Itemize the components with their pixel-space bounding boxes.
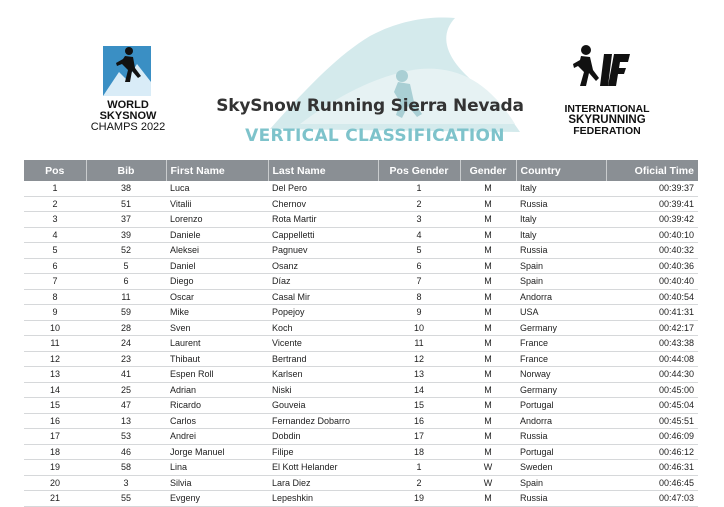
cell-time: 00:46:12 (606, 444, 698, 460)
cell-pos: 12 (24, 351, 86, 367)
cell-first-name: Andrei (166, 429, 268, 445)
cell-pos-gender: 13 (378, 367, 460, 383)
cell-pos-gender: 18 (378, 444, 460, 460)
cell-first-name: Aleksei (166, 243, 268, 259)
cell-first-name: Daniele (166, 227, 268, 243)
cell-gender: M (460, 351, 516, 367)
cell-time: 00:45:04 (606, 398, 698, 414)
cell-last-name: Karlsen (268, 367, 378, 383)
cell-country: Germany (516, 320, 606, 336)
cell-gender: M (460, 196, 516, 212)
cell-last-name: Niski (268, 382, 378, 398)
cell-last-name: Filipe (268, 444, 378, 460)
cell-country: Sweden (516, 460, 606, 476)
cell-time: 00:46:09 (606, 429, 698, 445)
cell-bib: 58 (86, 460, 166, 476)
cell-bib: 28 (86, 320, 166, 336)
table-row (24, 212, 698, 228)
cell-pos-gender: 3 (378, 212, 460, 228)
results-table (24, 160, 698, 507)
cell-bib: 25 (86, 382, 166, 398)
table-row (24, 336, 698, 352)
cell-pos-gender: 2 (378, 196, 460, 212)
cell-first-name: Mike (166, 305, 268, 321)
cell-gender: M (460, 274, 516, 290)
cell-country: Russia (516, 429, 606, 445)
classification-subtitle: VERTICAL CLASSIFICATION (245, 126, 505, 146)
cell-first-name: Oscar (166, 289, 268, 305)
cell-gender: M (460, 320, 516, 336)
cell-country: Spain (516, 475, 606, 491)
col-header-pos-gender: Pos Gender (378, 160, 460, 181)
cell-first-name: Espen Roll (166, 367, 268, 383)
cell-pos: 8 (24, 289, 86, 305)
cell-last-name: Gouveia (268, 398, 378, 414)
cell-bib: 55 (86, 491, 166, 507)
cell-time: 00:40:36 (606, 258, 698, 274)
cell-gender: M (460, 289, 516, 305)
cell-pos-gender: 12 (378, 351, 460, 367)
cell-pos: 13 (24, 367, 86, 383)
cell-pos: 10 (24, 320, 86, 336)
cell-country: Spain (516, 274, 606, 290)
cell-pos-gender: 14 (378, 382, 460, 398)
cell-pos-gender: 9 (378, 305, 460, 321)
cell-first-name: Lorenzo (166, 212, 268, 228)
cell-pos-gender: 10 (378, 320, 460, 336)
cell-bib: 51 (86, 196, 166, 212)
cell-gender: M (460, 398, 516, 414)
cell-first-name: Thibaut (166, 351, 268, 367)
cell-gender: M (460, 429, 516, 445)
cell-pos: 18 (24, 444, 86, 460)
table-header-row (24, 160, 698, 181)
cell-pos: 17 (24, 429, 86, 445)
cell-pos-gender: 2 (378, 475, 460, 491)
cell-first-name: Jorge Manuel (166, 444, 268, 460)
cell-last-name: Chernov (268, 196, 378, 212)
cell-pos: 2 (24, 196, 86, 212)
skysnow-runner-emblem (103, 42, 151, 98)
cell-time: 00:39:41 (606, 196, 698, 212)
cell-time: 00:40:54 (606, 289, 698, 305)
cell-country: Italy (516, 181, 606, 196)
cell-last-name: El Kott Helander (268, 460, 378, 476)
cell-time: 00:40:10 (606, 227, 698, 243)
world-skysnow-logo (82, 42, 172, 142)
cell-pos-gender: 4 (378, 227, 460, 243)
cell-gender: M (460, 444, 516, 460)
table-row (24, 475, 698, 491)
cell-pos: 21 (24, 491, 86, 507)
cell-bib: 59 (86, 305, 166, 321)
table-row (24, 274, 698, 290)
cell-gender: W (460, 475, 516, 491)
cell-last-name: Fernandez Dobarro (268, 413, 378, 429)
table-row (24, 460, 698, 476)
logo-left-line1: WORLD (107, 99, 149, 111)
isf-runner-emblem (572, 42, 642, 102)
table-row (24, 289, 698, 305)
cell-pos: 11 (24, 336, 86, 352)
cell-gender: M (460, 413, 516, 429)
table-row (24, 351, 698, 367)
cell-country: Russia (516, 243, 606, 259)
cell-pos: 14 (24, 382, 86, 398)
cell-first-name: Ricardo (166, 398, 268, 414)
cell-last-name: Casal Mir (268, 289, 378, 305)
cell-bib: 53 (86, 429, 166, 445)
cell-pos-gender: 7 (378, 274, 460, 290)
cell-country: France (516, 351, 606, 367)
cell-country: Germany (516, 382, 606, 398)
cell-time: 00:46:45 (606, 475, 698, 491)
table-row (24, 413, 698, 429)
cell-gender: M (460, 491, 516, 507)
col-header-last-name: Last Name (268, 160, 378, 181)
cell-time: 00:44:30 (606, 367, 698, 383)
cell-bib: 3 (86, 475, 166, 491)
logo-right-line2: SKYRUNNING (568, 114, 646, 126)
col-header-gender: Gender (460, 160, 516, 181)
cell-bib: 52 (86, 243, 166, 259)
logo-left-line3: CHAMPS 2022 (90, 121, 166, 133)
cell-bib: 24 (86, 336, 166, 352)
cell-bib: 6 (86, 274, 166, 290)
col-header-pos: Pos (24, 160, 86, 181)
cell-pos-gender: 5 (378, 243, 460, 259)
cell-pos-gender: 8 (378, 289, 460, 305)
cell-time: 00:45:51 (606, 413, 698, 429)
cell-pos-gender: 19 (378, 491, 460, 507)
table-row (24, 367, 698, 383)
cell-pos: 19 (24, 460, 86, 476)
cell-pos: 3 (24, 212, 86, 228)
cell-country: USA (516, 305, 606, 321)
cell-pos-gender: 11 (378, 336, 460, 352)
cell-bib: 11 (86, 289, 166, 305)
cell-time: 00:42:17 (606, 320, 698, 336)
cell-bib: 23 (86, 351, 166, 367)
cell-bib: 38 (86, 181, 166, 196)
cell-first-name: Lina (166, 460, 268, 476)
cell-pos-gender: 17 (378, 429, 460, 445)
table-row (24, 429, 698, 445)
cell-pos: 6 (24, 258, 86, 274)
cell-first-name: Adrian (166, 382, 268, 398)
cell-country: Russia (516, 196, 606, 212)
cell-country: Italy (516, 227, 606, 243)
col-header-bib: Bib (86, 160, 166, 181)
col-header-country: Country (516, 160, 606, 181)
table-row (24, 227, 698, 243)
cell-bib: 41 (86, 367, 166, 383)
isf-logo (555, 42, 655, 142)
cell-first-name: Vitalii (166, 196, 268, 212)
cell-time: 00:45:00 (606, 382, 698, 398)
col-header-time: Oficial Time (606, 160, 698, 181)
table-row (24, 196, 698, 212)
table-row (24, 444, 698, 460)
cell-last-name: Lara Diez (268, 475, 378, 491)
cell-last-name: Koch (268, 320, 378, 336)
cell-last-name: Lepeshkin (268, 491, 378, 507)
cell-bib: 47 (86, 398, 166, 414)
table-row (24, 491, 698, 507)
cell-pos: 20 (24, 475, 86, 491)
cell-country: Portugal (516, 444, 606, 460)
table-row (24, 243, 698, 259)
cell-pos: 4 (24, 227, 86, 243)
cell-last-name: Pagnuev (268, 243, 378, 259)
snow-runner-banner (270, 14, 520, 134)
cell-time: 00:39:42 (606, 212, 698, 228)
cell-country: Italy (516, 212, 606, 228)
cell-pos-gender: 6 (378, 258, 460, 274)
col-header-first-name: First Name (166, 160, 268, 181)
cell-time: 00:40:40 (606, 274, 698, 290)
cell-country: Norway (516, 367, 606, 383)
cell-country: Portugal (516, 398, 606, 414)
table-row (24, 320, 698, 336)
logo-right-line1: INTERNATIONAL (564, 103, 650, 115)
table-row (24, 305, 698, 321)
cell-last-name: Vicente (268, 336, 378, 352)
cell-gender: M (460, 258, 516, 274)
cell-country: Andorra (516, 413, 606, 429)
cell-bib: 37 (86, 212, 166, 228)
cell-pos: 1 (24, 181, 86, 196)
cell-country: Russia (516, 491, 606, 507)
cell-last-name: Díaz (268, 274, 378, 290)
cell-gender: M (460, 212, 516, 228)
cell-last-name: Bertrand (268, 351, 378, 367)
cell-gender: M (460, 181, 516, 196)
cell-country: Spain (516, 258, 606, 274)
cell-gender: M (460, 227, 516, 243)
logo-right-line3: FEDERATION (573, 125, 641, 137)
table-row (24, 181, 698, 196)
cell-first-name: Sven (166, 320, 268, 336)
cell-pos: 7 (24, 274, 86, 290)
cell-bib: 13 (86, 413, 166, 429)
results-body (24, 181, 698, 506)
cell-time: 00:41:31 (606, 305, 698, 321)
event-title: SkySnow Running Sierra Nevada (216, 96, 524, 116)
cell-pos: 15 (24, 398, 86, 414)
cell-time: 00:46:31 (606, 460, 698, 476)
cell-bib: 39 (86, 227, 166, 243)
cell-time: 00:40:32 (606, 243, 698, 259)
cell-last-name: Del Pero (268, 181, 378, 196)
cell-pos-gender: 1 (378, 460, 460, 476)
cell-first-name: Laurent (166, 336, 268, 352)
cell-gender: W (460, 460, 516, 476)
cell-last-name: Popejoy (268, 305, 378, 321)
logo-left-line2: SKYSNOW (99, 110, 157, 122)
cell-pos-gender: 1 (378, 181, 460, 196)
cell-first-name: Silvia (166, 475, 268, 491)
table-row (24, 258, 698, 274)
cell-last-name: Osanz (268, 258, 378, 274)
cell-first-name: Evgeny (166, 491, 268, 507)
cell-bib: 46 (86, 444, 166, 460)
cell-bib: 5 (86, 258, 166, 274)
cell-pos: 9 (24, 305, 86, 321)
cell-gender: M (460, 382, 516, 398)
cell-first-name: Daniel (166, 258, 268, 274)
cell-time: 00:47:03 (606, 491, 698, 507)
cell-time: 00:44:08 (606, 351, 698, 367)
cell-first-name: Luca (166, 181, 268, 196)
cell-last-name: Rota Martir (268, 212, 378, 228)
cell-pos-gender: 16 (378, 413, 460, 429)
cell-gender: M (460, 243, 516, 259)
cell-gender: M (460, 305, 516, 321)
cell-time: 00:39:37 (606, 181, 698, 196)
table-row (24, 398, 698, 414)
cell-time: 00:43:38 (606, 336, 698, 352)
cell-pos: 5 (24, 243, 86, 259)
cell-pos-gender: 15 (378, 398, 460, 414)
cell-pos: 16 (24, 413, 86, 429)
cell-gender: M (460, 367, 516, 383)
cell-gender: M (460, 336, 516, 352)
cell-last-name: Dobdin (268, 429, 378, 445)
cell-country: Andorra (516, 289, 606, 305)
cell-first-name: Diego (166, 274, 268, 290)
cell-last-name: Cappelletti (268, 227, 378, 243)
cell-country: France (516, 336, 606, 352)
table-row (24, 382, 698, 398)
cell-first-name: Carlos (166, 413, 268, 429)
